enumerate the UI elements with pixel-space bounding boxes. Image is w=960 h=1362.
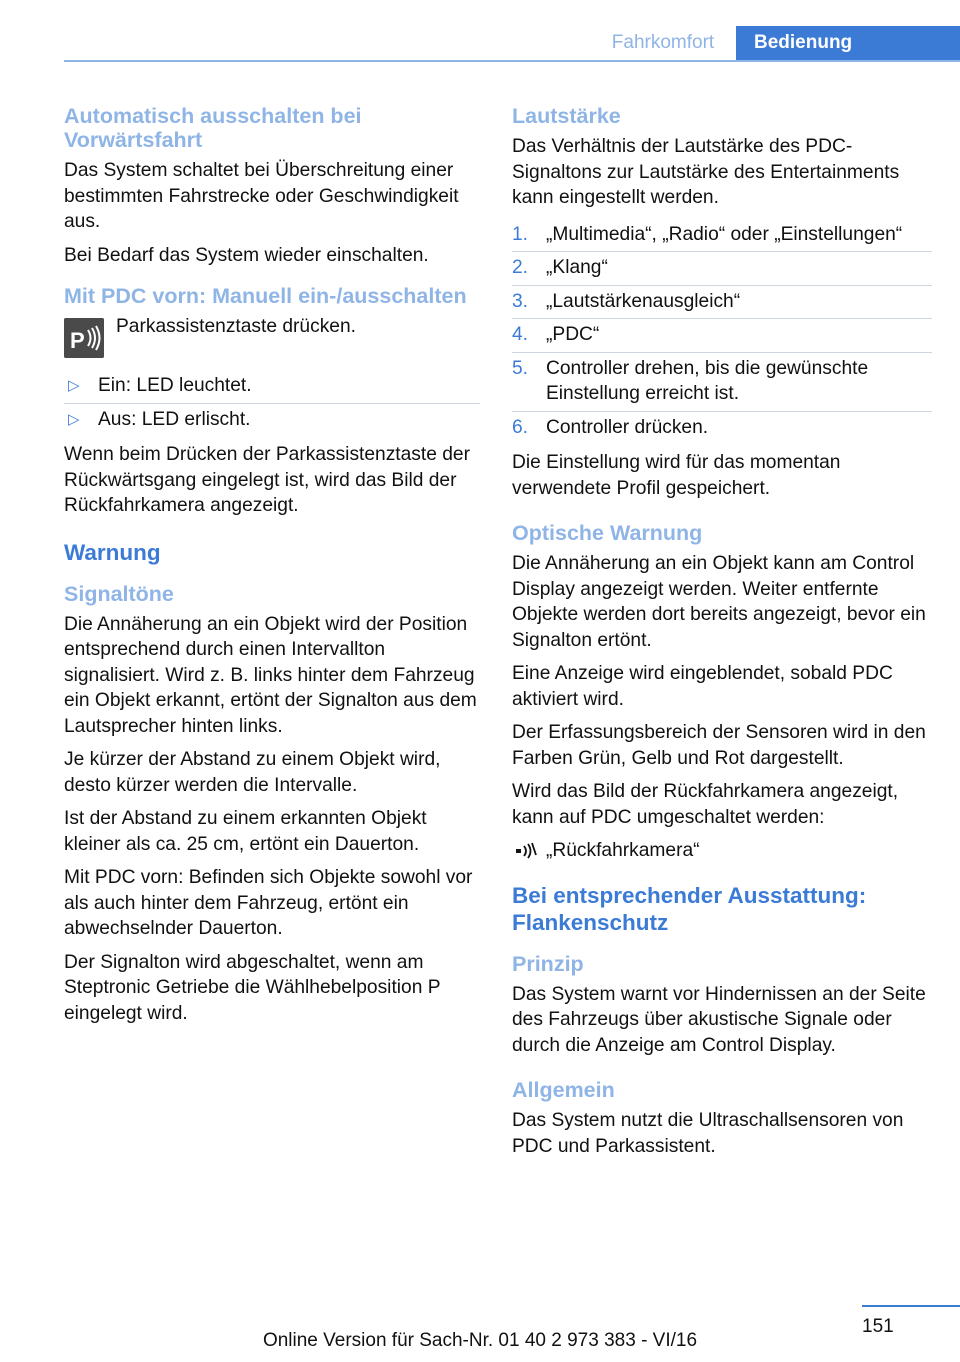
park-assist-instruction-text: Parkassistenztaste drücken. — [116, 316, 356, 337]
auto-off-heading: Automatisch ausschalten bei Vorwärtsfahrt — [64, 104, 362, 152]
signal-paragraph-2: Je kürzer der Abstand zu einem Objekt wird, desto kürzer werden die Intervalle. — [64, 749, 441, 796]
general-heading: Allgemein — [512, 1078, 615, 1102]
optical-paragraph-3: Der Erfassungsbereich der Sensoren wird in den Farben Grün, Gelb und Rot dargestellt. — [512, 722, 926, 769]
triangle-bullet-icon: ▷ — [68, 410, 80, 428]
left-column — [64, 104, 480, 1034]
list-item: 5. Controller drehen, bis die gewünschte Einstellung erreicht ist. — [512, 353, 932, 412]
pdc-switch-icon — [514, 840, 540, 862]
list-item: 3. „Lautstärkenausgleich“ — [512, 286, 932, 320]
park-assist-button-icon — [64, 318, 104, 358]
optical-warning-heading: Optische Warnung — [512, 521, 703, 545]
list-item: 2. „Klang“ — [512, 252, 932, 286]
list-item: 6. Controller drücken. — [512, 416, 709, 438]
signal-tones-heading: Signaltöne — [64, 581, 174, 606]
footer-divider — [862, 1305, 960, 1307]
signal-paragraph-1: Die Annäherung an ein Objekt wird der Position entsprechend durch einen Intervallton signalisiert. Wird z. B. links hinter dem Fahrzeug ein Objekt erkannt, ertönt der Signalton aus dem Lautsprecher hinten links. — [64, 613, 477, 737]
list-item: 4. „PDC“ — [512, 319, 932, 353]
page-number: 151 — [862, 1316, 894, 1337]
header-divider — [64, 60, 960, 62]
camera-switch-text: „Rückfahrkamera“ — [546, 840, 700, 861]
volume-heading: Lautstärke — [512, 104, 621, 128]
flank-protection-heading: Bei entsprechender Ausstattung: Flankenschutz — [512, 882, 867, 935]
volume-steps-list — [512, 219, 932, 445]
volume-paragraph: Das Verhältnis der Lautstärke des PDC-Signaltons zur Lautstärke des Entertainments kann eingestellt werden. — [512, 136, 900, 208]
optical-paragraph-1: Die Annäherung an ein Objekt kann am Control Display angezeigt werden. Weiter entfernte Objekte werden dort bereits angezeigt, bevor ein Signalton ertönt. — [512, 553, 926, 651]
header-chapter-tab: Bedienung — [736, 26, 960, 60]
right-column — [512, 104, 932, 1167]
signal-paragraph-5: Der Signalton wird abgeschaltet, wenn am Steptronic Getriebe die Wählhebelposition P eingelegt wird. — [64, 951, 441, 1024]
auto-off-paragraph-2: Bei Bedarf das System wieder einschalten. — [64, 244, 429, 266]
header-section-label: Fahrkomfort — [611, 32, 715, 53]
triangle-bullet-icon: ▷ — [68, 377, 80, 394]
footer-version-text: Online Version für Sach-Nr. 01 40 2 973 383 - VI/16 — [262, 1330, 698, 1351]
principle-paragraph: Das System warnt vor Hindernissen an der Seite des Fahrzeugs über akustische Signale oder durch die Anzeige am Control Display. — [512, 983, 926, 1056]
signal-paragraph-3: Ist der Abstand zu einem erkannten Objekt kleiner als ca. 25 cm, ertönt ein Dauerton. — [64, 808, 427, 855]
camera-switch-row — [512, 838, 932, 864]
optical-paragraph-2: Eine Anzeige wird eingeblendet, sobald PDC aktiviert wird. — [512, 663, 893, 710]
svg-text:P: P — [70, 328, 85, 353]
park-assist-instruction — [64, 314, 480, 360]
general-paragraph: Das System nutzt die Ultraschallsensoren von PDC und Parkassistent. — [512, 1110, 904, 1157]
principle-heading: Prinzip — [512, 951, 584, 976]
warning-heading: Warnung — [64, 539, 161, 565]
auto-off-paragraph-1: Das System schaltet bei Überschreitung einer bestimmten Fahrstrecke oder Geschwindigkeit aus. — [64, 160, 459, 232]
list-item: ▷ Aus: LED erlischt. — [64, 404, 480, 437]
list-item: ▷ Ein: LED leuchtet. — [64, 370, 480, 404]
volume-paragraph-2: Die Einstellung wird für das momentan verwendete Profil gespeichert. — [512, 452, 841, 499]
list-item: 1. „Multimedia“, „Radio“ oder „Einstellungen“ — [512, 219, 932, 253]
optical-paragraph-4: Wird das Bild der Rückfahrkamera angezeigt, kann auf PDC umgeschaltet werden: — [512, 781, 899, 828]
led-status-list — [64, 370, 480, 436]
signal-paragraph-4: Mit PDC vorn: Befinden sich Objekte sowohl vor als auch hinter dem Fahrzeug, ertönt ein abwechselnder Dauerton. — [64, 867, 473, 939]
manual-paragraph: Wenn beim Drücken der Parkassistenztaste der Rückwärtsgang eingelegt ist, wird das Bild der Rückfahrkamera angezeigt. — [64, 444, 470, 516]
manual-onoff-heading: Mit PDC vorn: Manuell ein-/ausschalten — [64, 284, 467, 308]
